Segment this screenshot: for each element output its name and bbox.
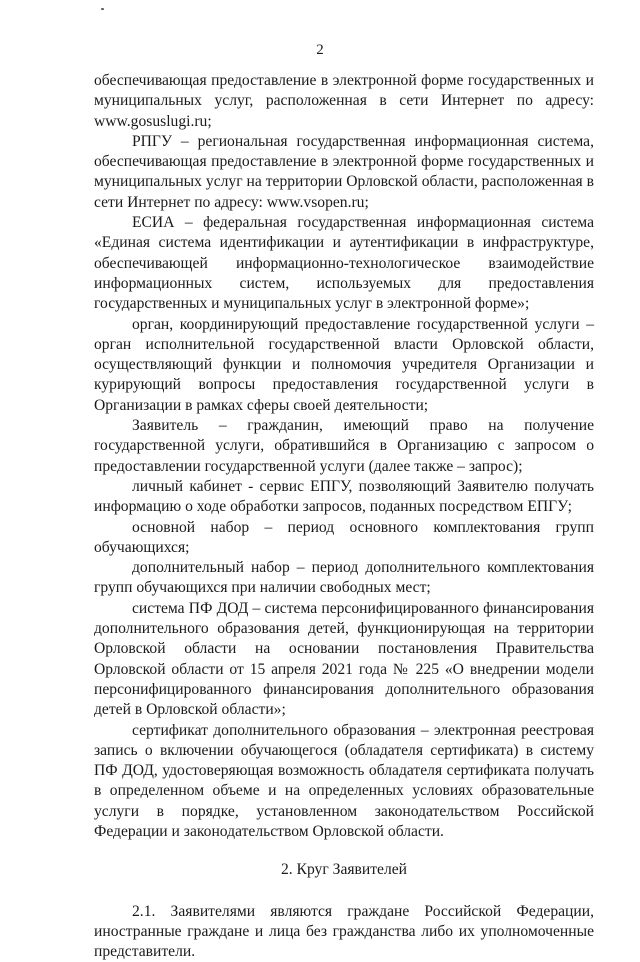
paragraph-main-enrollment: основной набор – период основного комплектования групп обучающихся;	[94, 518, 594, 556]
paragraph-pf-dod-system: система ПФ ДОД – система персонифицированного финансирования дополнительного образования детей, функционирующая на территории Орловской области на основании постановления Правительства Орловской области от 15 апреля 2021 года № 225 «О внедрении модели персонифицированного финансирования дополнительного образования детей в Орловской области»;	[94, 599, 594, 719]
paragraph-applicants-definition: 2.1. Заявителями являются граждане Российской Федерации, иностранные граждане и лица без гражданства либо их уполномоченные представители.	[94, 902, 594, 961]
paragraph-applicant: Заявитель – гражданин, имеющий право на получение государственной услуги, обратившийся в Организацию с запросом о предоставлении государственной услуги (далее также – запрос);	[94, 417, 594, 475]
scan-speck	[101, 8, 104, 10]
paragraph-esia: ЕСИА – федеральная государственная информационная система «Единая система идентификации и аутентификации в инфраструктуре, обеспечивающей информационно-технологическое взаимодействие информационных систем, используемых для предоставления государственных и муниципальных услуг в электронной форме»;	[94, 214, 594, 313]
paragraph-epgu-continuation: обеспечивающая предоставление в электронной форме государственных и муниципальных услуг, расположенная в сети Интернет по адресу: www.gosuslugi.ru;	[94, 72, 594, 130]
paragraph-certificate: сертификат дополнительного образования – электронная реестровая запись о включении обучающегося (обладателя сертификата) в систему ПФ ДОД, удостоверяющая возможность обладателя сертификата получать в определенном объеме и на определенных условиях образовательные услуги в порядке, установленном законодательством Российской Федерации и законодательством Орловской области.	[94, 721, 594, 840]
document-body	[94, 71, 594, 962]
section-heading: 2. Круг Заявителей	[280, 861, 408, 879]
page-number: 2	[316, 42, 324, 58]
paragraph-coordinating-body: орган, координирующий предоставление государственной услуги – орган исполнительной государственной власти Орловской области, осуществляющий функции и полномочия учредителя Организации и курирующий вопросы предоставления государственной услуги в Организации в рамках сферы своей деятельности;	[94, 315, 594, 414]
paragraph-additional-enrollment: дополнительный набор – период дополнительного комплектования групп обучающихся при наличии свободных мест;	[94, 559, 594, 597]
paragraph-personal-account: личный кабинет - сервис ЕПГУ, позволяющий Заявителю получать информацию о ходе обработки запросов, поданных посредством ЕПГУ;	[94, 477, 594, 516]
paragraph-rpgu: РПГУ – региональная государственная информационная система, обеспечивающая предоставление в электронной форме государственных и муниципальных услуг на территории Орловской области, расположенная в сети Интернет по адресу: www.vsopen.ru;	[94, 132, 594, 211]
